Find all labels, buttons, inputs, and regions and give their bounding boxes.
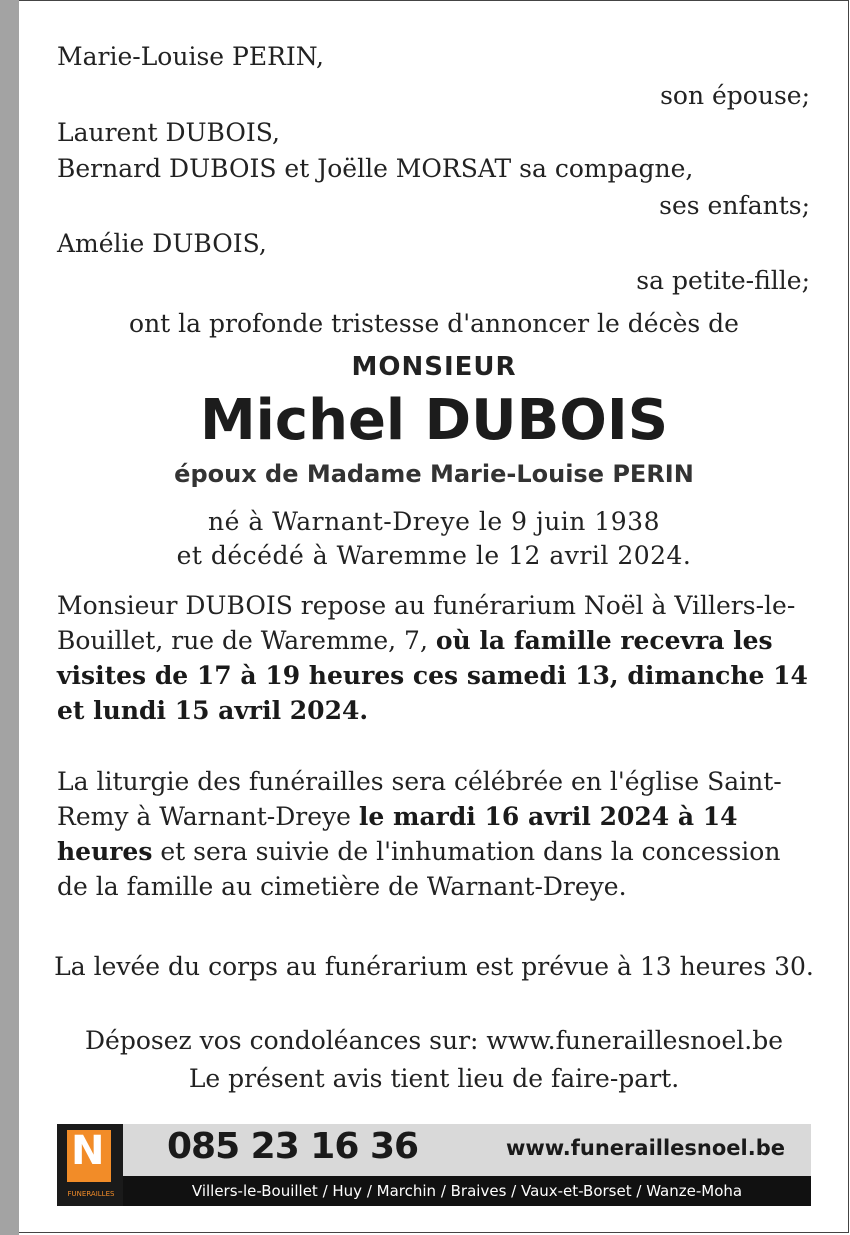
funeral-text-start: La liturgie des funérailles sera célébrée en l'église Saint-Remy à Warnant-Dreye	[57, 767, 782, 831]
announcement-text: ont la profonde tristesse d'annoncer le décès de	[129, 309, 739, 338]
logo-letter: N	[71, 1128, 105, 1174]
funeral-text-end: et sera suivie de l'inhumation dans la concession de la famille au cimetière de Warnant-Dreye.	[57, 837, 781, 901]
family-member-spouse: Marie-Louise PERIN,	[57, 42, 325, 71]
funeral-home-logo	[57, 1124, 123, 1206]
funeral-datetime: le mardi 16 avril 2024 à 14 heures	[57, 802, 738, 866]
funeral-home-banner	[57, 1124, 811, 1206]
visitation-hours: où la famille recevra les visites de 17 à 19 heures ces samedi 13, dimanche 14 et lundi 15 avril 2024.	[57, 626, 808, 725]
left-margin-bar	[0, 0, 19, 1235]
family-member-granddaughter: Amélie DUBOIS,	[57, 229, 267, 258]
deceased-title: MONSIEUR	[351, 352, 517, 382]
locations-strip: Villers-le-Bouillet / Huy / Marchin / Braives / Vaux-et-Borset / Wanze-Moha	[123, 1176, 811, 1206]
death-info: et décédé à Waremme le 12 avril 2024.	[176, 541, 692, 570]
deceased-name: Michel DUBOIS	[199, 388, 669, 453]
phone-number: 085 23 16 36	[167, 1126, 419, 1167]
logo-caption: FUNERAILLES	[67, 1190, 115, 1198]
notice-line: Le présent avis tient lieu de faire-part.	[188, 1064, 680, 1093]
family-member-son-2: Bernard DUBOIS et Joëlle MORSAT sa compagne,	[57, 154, 694, 183]
visitation-paragraph	[57, 588, 817, 728]
family-role-granddaughter: sa petite-fille;	[636, 266, 810, 295]
deceased-spouse: époux de Madame Marie-Louise PERIN	[174, 460, 694, 488]
family-role-children: ses enfants;	[659, 191, 810, 220]
levee-info: La levée du corps au funérarium est prévue à 13 heures 30.	[54, 952, 814, 981]
condolences-line: Déposez vos condoléances sur: www.funeraillesnoel.be	[85, 1026, 783, 1055]
family-member-son-1: Laurent DUBOIS,	[57, 118, 280, 147]
family-role-spouse: son épouse;	[660, 81, 810, 110]
funeral-paragraph	[57, 764, 817, 904]
website-link[interactable]: www.funeraillesnoel.be	[505, 1136, 785, 1160]
birth-info: né à Warnant-Dreye le 9 juin 1938	[208, 507, 660, 536]
visitation-text: Monsieur DUBOIS repose au funérarium Noël à Villers-le-Bouillet, rue de Waremme, 7,	[57, 591, 796, 655]
